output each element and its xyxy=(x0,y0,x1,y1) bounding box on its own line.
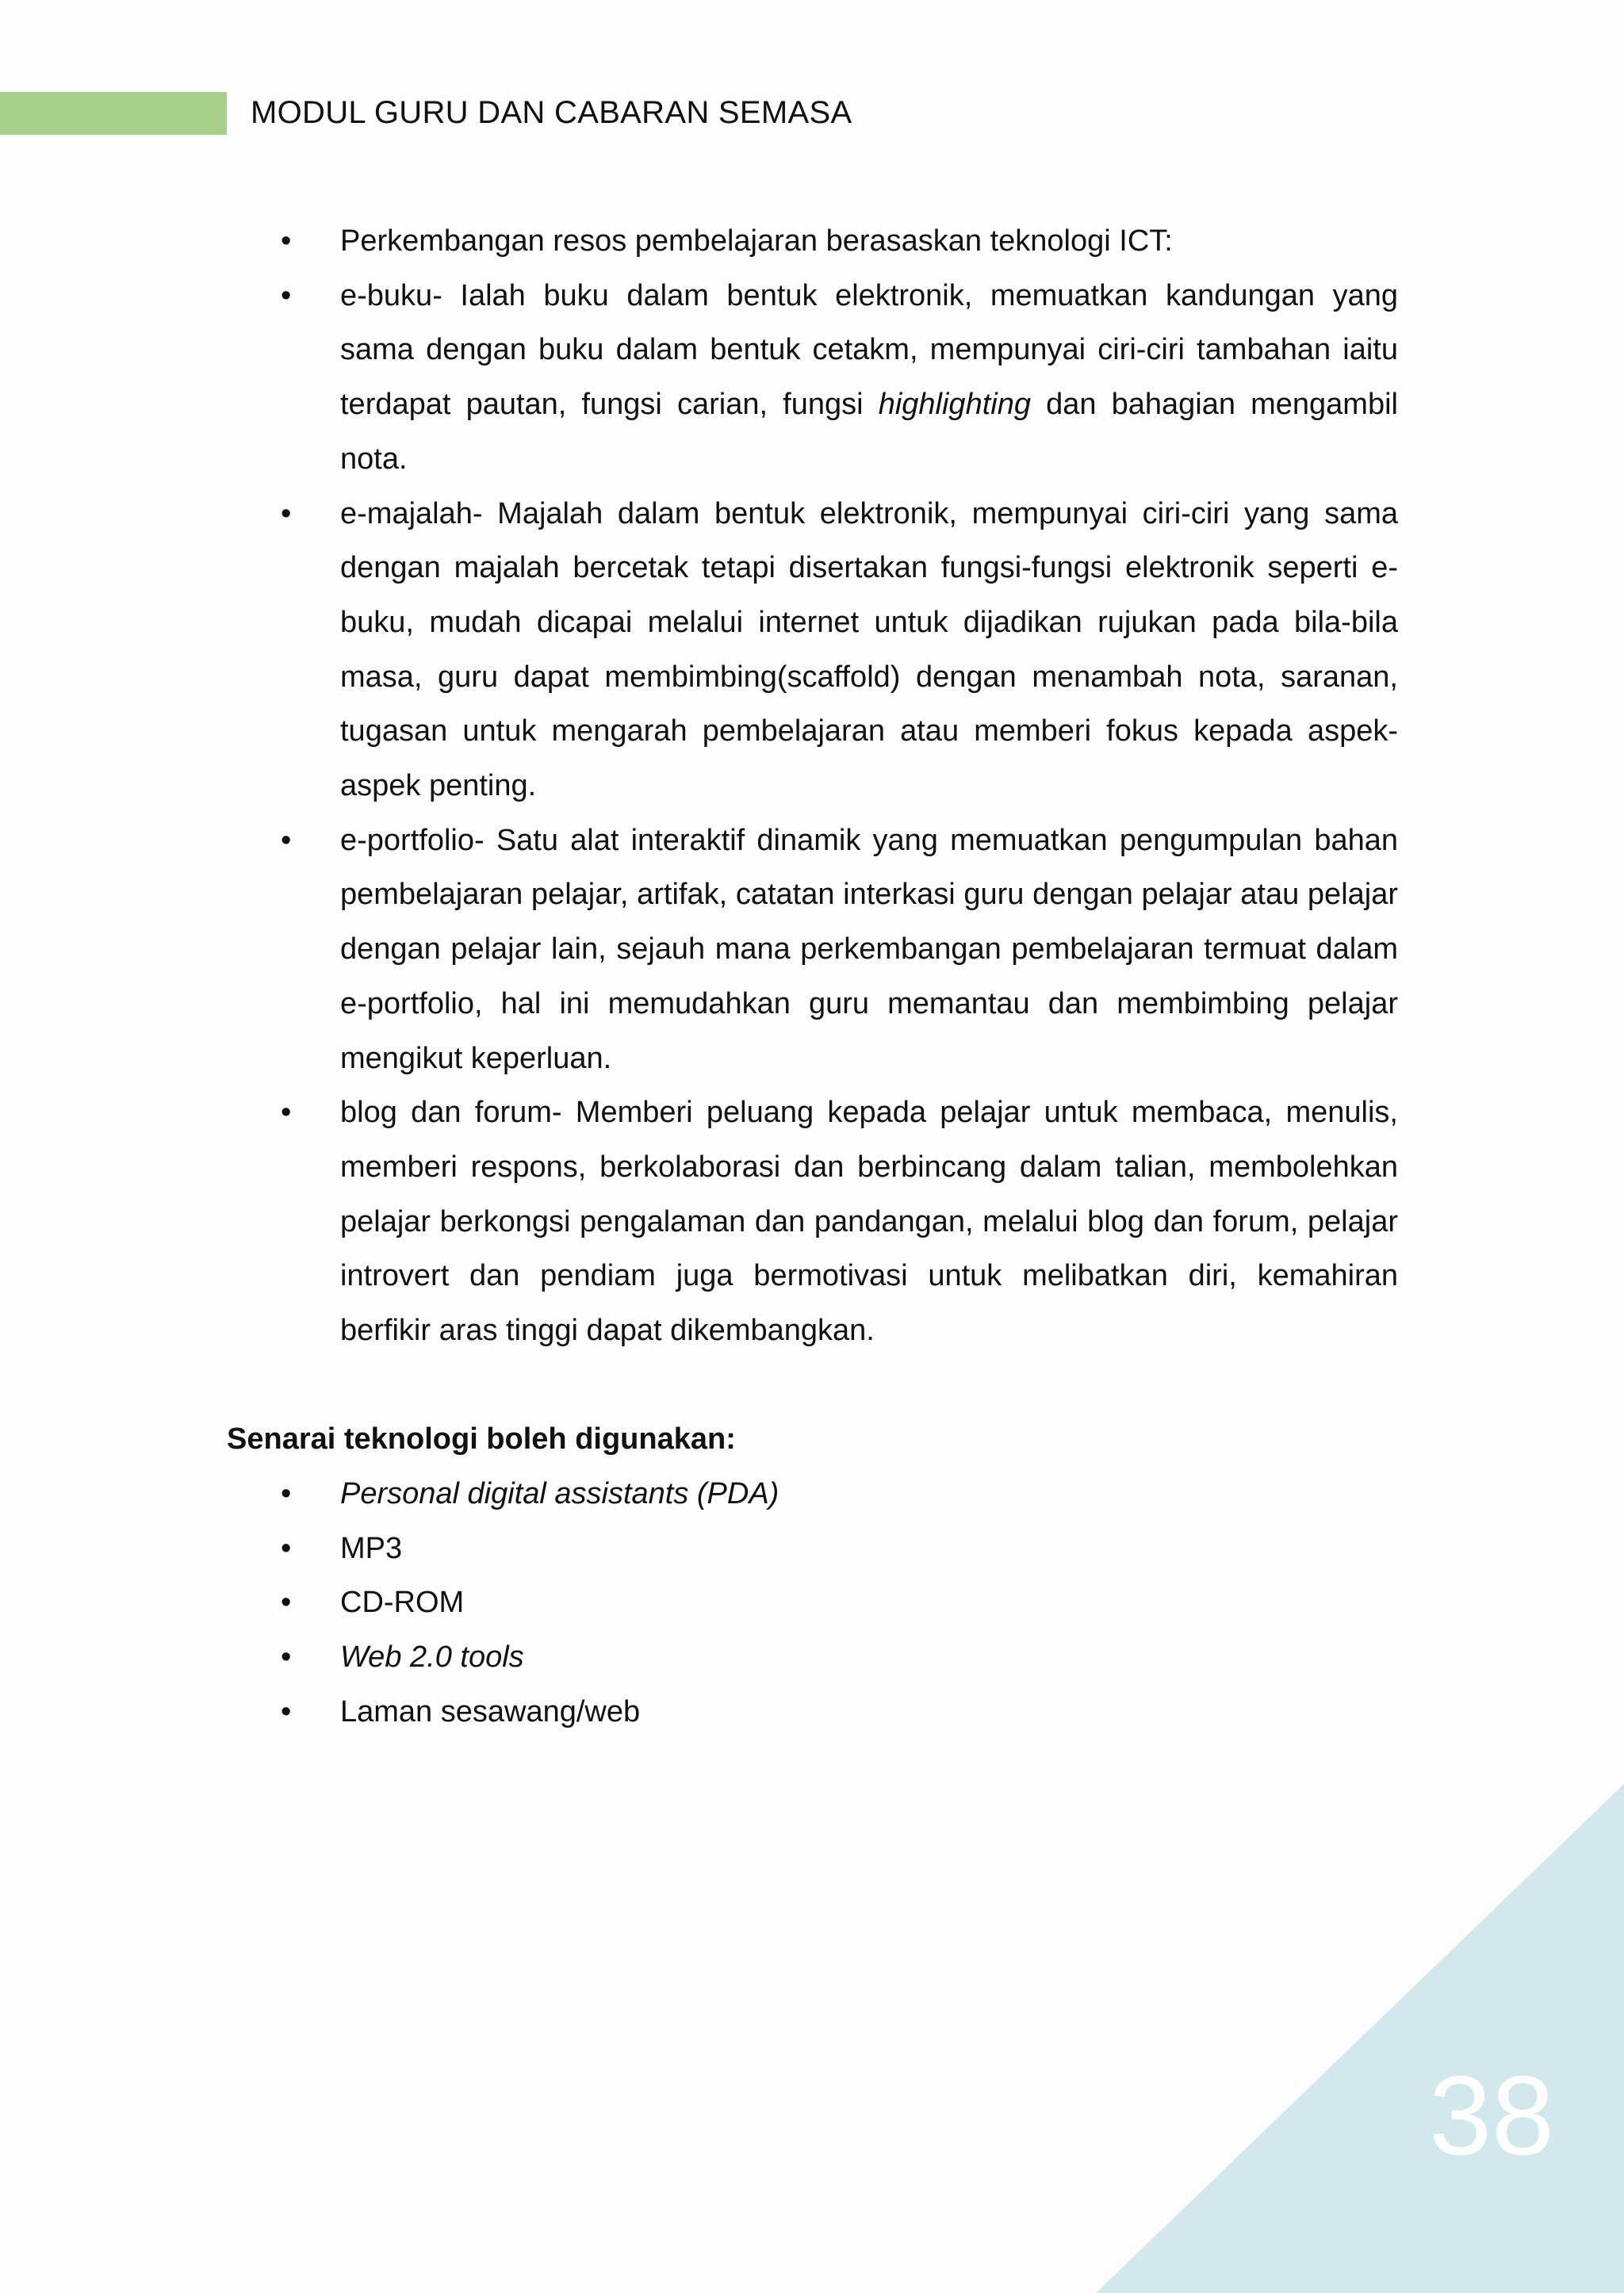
bullet-icon: • xyxy=(281,1531,292,1565)
list-item xyxy=(0,1685,1624,1740)
list-item xyxy=(0,1522,1624,1576)
list-item xyxy=(0,214,1624,269)
list-item xyxy=(0,1575,1624,1630)
emphasized-term: highlighting xyxy=(878,388,1031,422)
list-item-text: MP3 xyxy=(340,1531,403,1565)
bullet-icon: • xyxy=(281,278,292,312)
bullet-icon: • xyxy=(281,224,292,258)
list-item-text-part: dan bahagian mengambil nota. xyxy=(340,388,1398,476)
list-item xyxy=(0,1630,1624,1685)
list-item-text: Personal digital assistants (PDA) xyxy=(340,1477,779,1510)
bullet-icon: • xyxy=(281,1640,292,1675)
bullet-icon: • xyxy=(281,1477,292,1510)
list-item xyxy=(0,813,1624,1086)
bullet-icon: • xyxy=(281,496,292,530)
list-item xyxy=(0,487,1624,813)
list-item-text: Perkembangan resos pembelajaran berasaskan teknologi ICT: xyxy=(340,224,1173,258)
bullet-icon: • xyxy=(281,1586,292,1620)
list-item xyxy=(0,1085,1624,1358)
list-item-text: CD-ROM xyxy=(340,1586,465,1620)
list-item xyxy=(0,269,1624,487)
list-item-text: e-majalah- Majalah dalam bentuk elektronik, mempunyai ciri-ciri yang sama dengan majalah bercetak tetapi disertakan fungsi-fungsi elektronik seperti e-buku, mudah dicapai melalui internet untuk dijadikan rujukan pada bila-bila masa, guru dapat membimbing(scaffold) dengan menambah nota, saranan, tugasan untuk mengarah pembelajaran atau memberi fokus kepada aspek-aspek penting. xyxy=(340,496,1398,803)
list-item-text: e-portfolio- Satu alat interaktif dinamik yang memuatkan pengumpulan bahan pembelajaran pelajar, artifak, catatan interkasi guru dengan pelajar atau pelajar dengan pelajar lain, sejauh mana perkembangan pembelajaran termuat dalam e-portfolio, hal ini memudahkan guru memantau dan membimbing pelajar mengikut keperluan. xyxy=(340,823,1398,1075)
list-item-text: blog dan forum- Memberi peluang kepada pelajar untuk membaca, menulis, memberi respons, berkolaborasi dan berbincang dalam talian, membolehkan pelajar berkongsi pengalaman dan pandangan, melalui blog dan forum, pelajar introvert dan pendiam juga bermotivasi untuk melibatkan diri, kemahiran berfikir aras tinggi dapat dikembangkan. xyxy=(340,1096,1398,1348)
list-item-text-part: e-buku- Ialah buku dalam bentuk elektronik, memuatkan kandungan yang sama dengan buku dalam bentuk cetakm, mempunyai ciri-ciri tambahan iaitu terdapat pautan, fungsi carian, fungsi xyxy=(340,278,1398,422)
bullet-icon: • xyxy=(281,1694,292,1728)
running-header-title: MODUL GURU DAN CABARAN SEMASA xyxy=(251,95,852,130)
corner-decoration-triangle xyxy=(1096,1784,1624,2293)
list-item xyxy=(0,1467,1624,1522)
bullet-icon: • xyxy=(281,1096,292,1130)
section-heading: Senarai teknologi boleh digunakan: xyxy=(227,1422,736,1456)
bullet-icon: • xyxy=(281,823,292,857)
header-accent-bar xyxy=(0,92,227,135)
list-item-text: Laman sesawang/web xyxy=(340,1694,641,1728)
list-item-text: Web 2.0 tools xyxy=(340,1640,524,1675)
ict-resources-list xyxy=(0,214,1624,1358)
page-number: 38 xyxy=(1429,2053,1554,2179)
list-item-text xyxy=(340,269,1398,487)
technology-list xyxy=(0,1467,1624,1740)
